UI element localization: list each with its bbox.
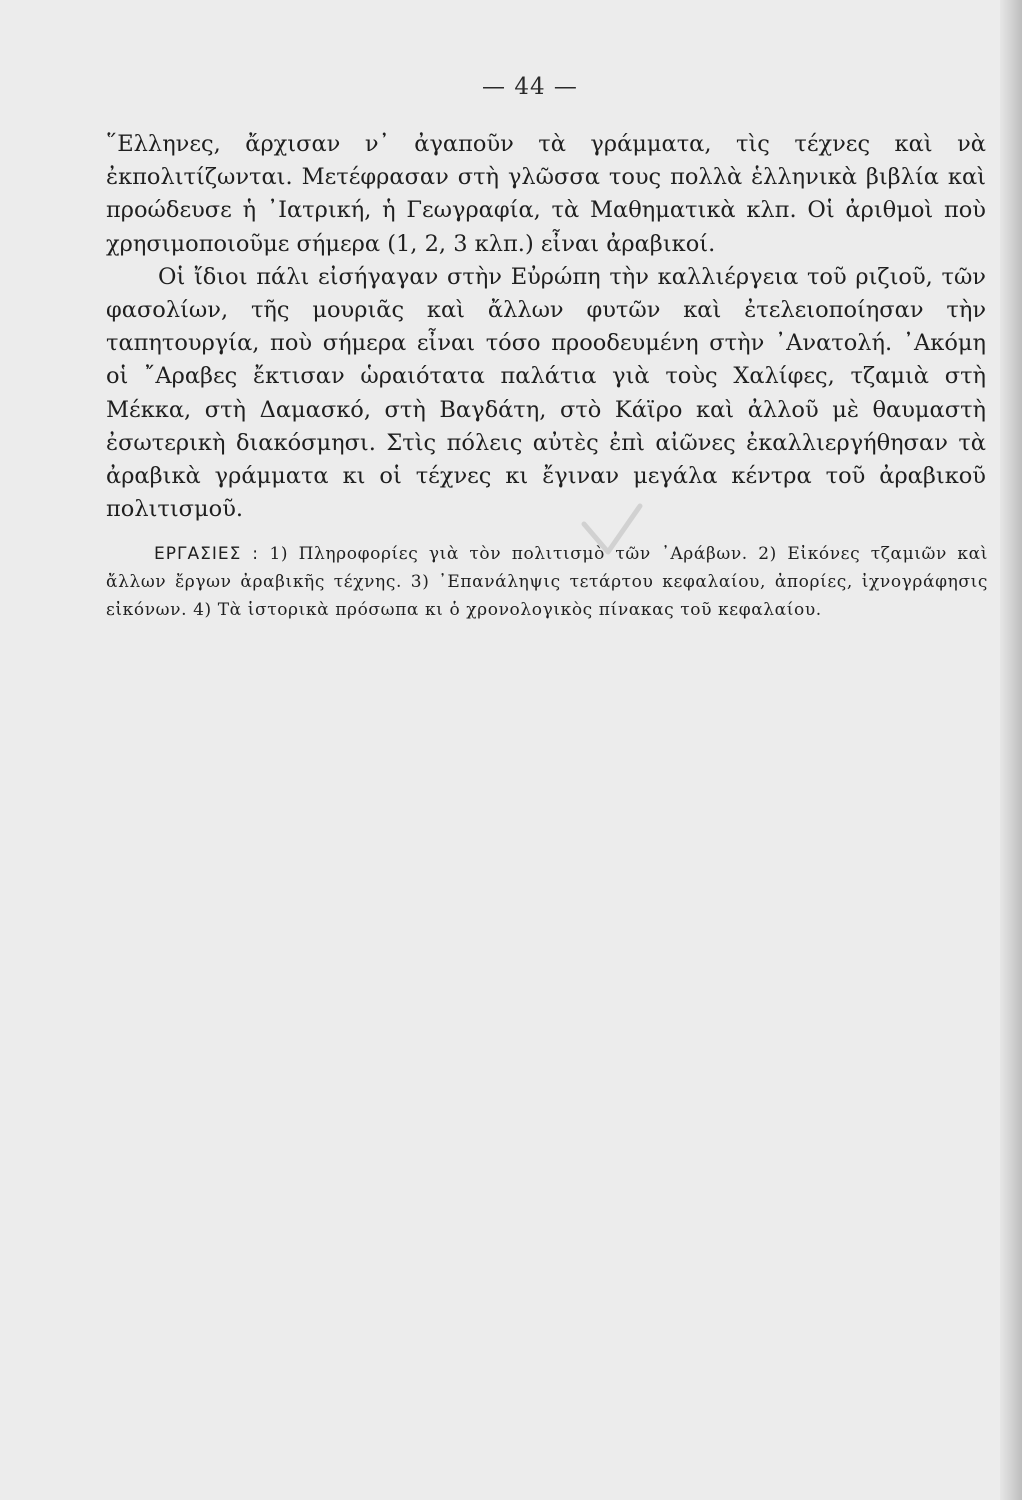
body-text — [106, 128, 986, 526]
exercises-text: 1) Πληροφορίες γιὰ τὸν πολιτισμὸ τῶν ᾽Αράβων. 2) Εἰκόνες τζαμιῶν καὶ ἄλλων ἔργων ἀραβικῆς τέχνης. 3) ᾽Επανάληψις τετάρτου κεφαλαίου, ἀπορίες, ἰχνογράφησις εἰκόνων. 4) Τὰ ἱστορικὰ πρόσωπα κι ὁ χρονολογικὸς πίνακας τοῦ κεφαλαίου. — [106, 544, 988, 620]
page-edge-shadow — [1000, 0, 1022, 1500]
exercises-section — [106, 540, 988, 624]
paragraph-1: ῞Ελληνες, ἄρχισαν ν᾽ ἀγαποῦν τὰ γράμματα, τὶς τέχνες καὶ νὰ ἐκπολιτίζωνται. Μετέφρασαν στὴ γλῶσσα τους πολλὰ ἑλληνικὰ βιβλία καὶ προώδευσε ἡ ᾽Ιατρική, ἡ Γεωγραφία, τὰ Μαθηματικὰ κλπ. Οἱ ἀριθμοὶ ποὺ χρησιμοποιοῦμε σήμερα (1, 2, 3 κλπ.) εἶναι ἀραβικοί. — [106, 131, 986, 257]
paragraph-2: Οἱ ἴδιοι πάλι εἰσήγαγαν στὴν Εὐρώπη τὴν καλλιέργεια τοῦ ριζιοῦ, τῶν φασολίων, τῆς μουριᾶς καὶ ἄλλων φυτῶν καὶ ἐτελειοποίησαν τὴν ταπητουργία, ποὺ σήμερα εἶναι τόσο προοδευμένη στὴν ᾽Ανατολή. ᾽Ακόμη οἱ ῎Αραβες ἔκτισαν ὡραιότατα παλάτια γιὰ τοὺς Χαλίφες, τζαμιὰ στὴ Μέκκα, στὴ Δαμασκό, στὴ Βαγδάτη, στὸ Κάϊρο καὶ ἀλλοῦ μὲ θαυμαστὴ ἐσωτερικὴ διακόσμησι. Στὶς πόλεις αὐτὲς ἐπὶ αἰῶνες ἐκαλλιεργήθησαν τὰ ἀραβικὰ γράμματα κι οἱ τέχνες κι ἔγιναν μεγάλα κέντρα τοῦ ἀραβικοῦ πολιτισμοῦ. — [106, 263, 986, 523]
exercises-label: ΕΡΓΑΣΙΕΣ : — [154, 544, 259, 564]
page-number: — 44 — — [482, 74, 578, 100]
